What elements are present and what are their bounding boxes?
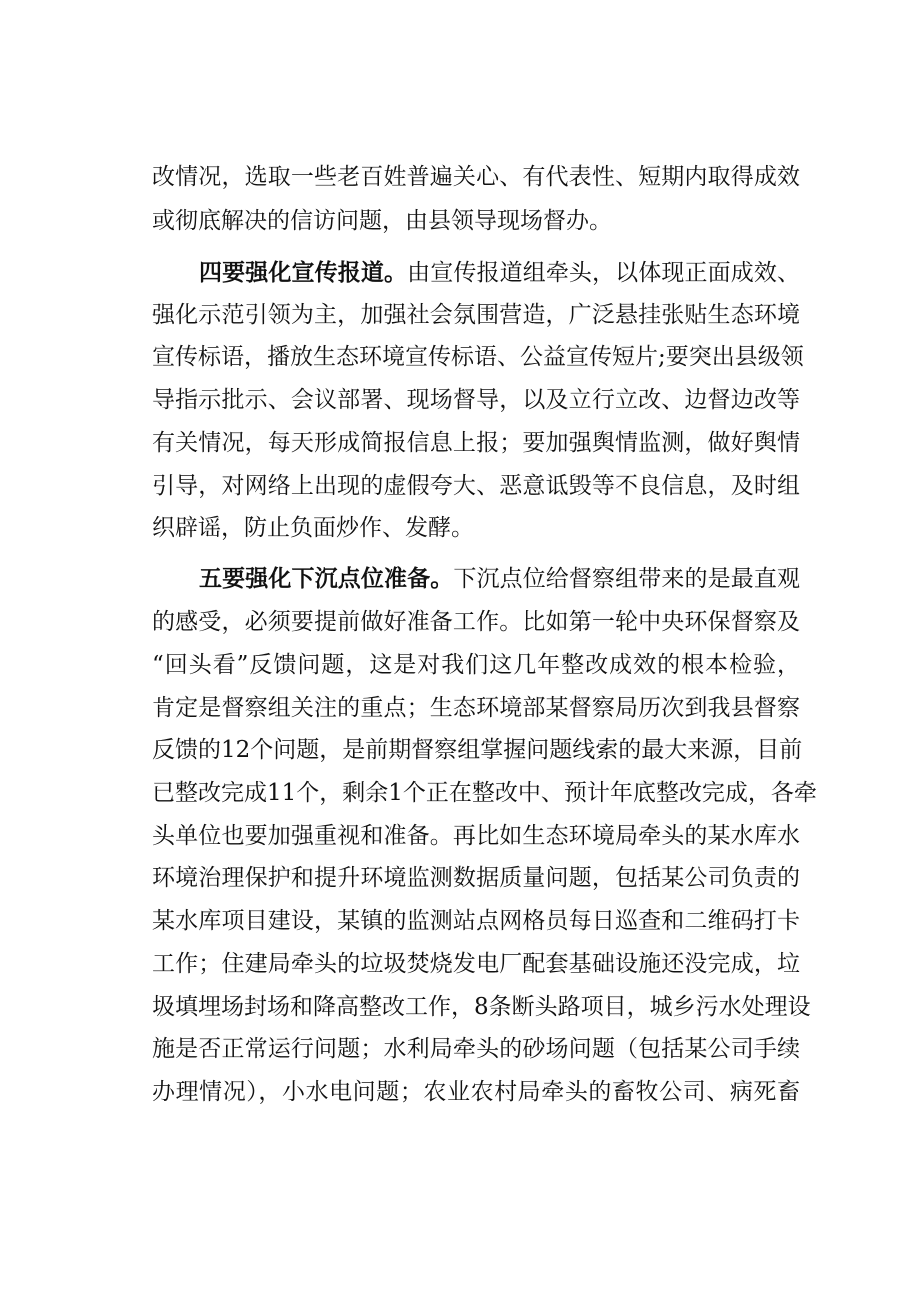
- paragraph-3-line-2: 的感受，必须要提前做好准备工作。比如第一轮中央环保督察及: [152, 609, 800, 635]
- paragraph-3-line-4: 肯定是督察组关注的重点；生态环境部某督察局历次到我县督察: [152, 695, 800, 721]
- paragraph-2-line-4: 导指示批示、会议部署、现场督导，以及立行立改、边督边改等: [152, 387, 800, 413]
- paragraph-3-line-3: “回头看”反馈问题，这是对我们这几年整改成效的根本检验，: [152, 652, 800, 678]
- paragraph-3-line-11: 圾填埋场封场和降高整改工作，8条断头路项目，城乡污水处理设: [152, 994, 811, 1020]
- paragraph-1-line-1: 改情况，选取一些老百姓普遍关心、有代表性、短期内取得成效: [152, 164, 800, 190]
- paragraph-3-line-12: 施是否正常运行问题；水利局牵头的砂场问题（包括某公司手续: [152, 1036, 800, 1062]
- paragraph-2-line-5: 有关情况，每天形成简报信息上报；要加强舆情监测，做好舆情: [152, 430, 800, 456]
- paragraph-2-line-7: 织辟谣，防止负面炒作、发酵。: [152, 515, 474, 541]
- paragraph-2-line-1: [199, 253, 800, 293]
- paragraph-2-line-2: 强化示范引领为主，加强社会氛围营造，广泛悬挂张贴生态环境: [152, 302, 800, 328]
- paragraph-1-line-2: 或彻底解决的信访问题，由县领导现场督办。: [152, 208, 612, 234]
- paragraph-3-line-13: 办理情况），小水电问题；农业农村局牵头的畜牧公司、病死畜: [152, 1079, 800, 1105]
- paragraph-2-line-6: 引导，对网络上出现的虚假夸大、恶意诋毁等不良信息，及时组: [152, 473, 800, 499]
- paragraph-2-heading: 四要强化宣传报道。: [199, 260, 408, 286]
- paragraph-3-line-8: 环境治理保护和提升环境监测数据质量问题，包括某公司负责的: [152, 865, 800, 891]
- paragraph-3-line-6: 已整改完成11个，剩余1个正在整改中、预计年底整改完成，各牵: [152, 780, 817, 806]
- paragraph-3-heading: 五要强化下沉点位准备。: [199, 566, 454, 592]
- paragraph-2-first-line-text: 由宣传报道组牵头，以体现正面成效、: [407, 260, 801, 286]
- paragraph-2-line-3: 宣传标语，播放生态环境宣传标语、公益宣传短片;要突出县级领: [152, 344, 804, 370]
- paragraph-3-line-5: 反馈的12个问题，是前期督察组掌握问题线索的最大来源，目前: [152, 737, 803, 763]
- paragraph-3-first-line-text: 下沉点位给督察组带来的是最直观: [453, 566, 801, 592]
- paragraph-3-line-1: [199, 559, 800, 599]
- paragraph-3-line-9: 某水库项目建设，某镇的监测站点网格员每日巡查和二维码打卡: [152, 908, 800, 934]
- paragraph-3-line-7: 头单位也要加强重视和准备。再比如生态环境局牵头的某水库水: [152, 823, 800, 849]
- paragraph-3-line-10: 工作；住建局牵头的垃圾焚烧发电厂配套基础设施还没完成，垃: [152, 951, 800, 977]
